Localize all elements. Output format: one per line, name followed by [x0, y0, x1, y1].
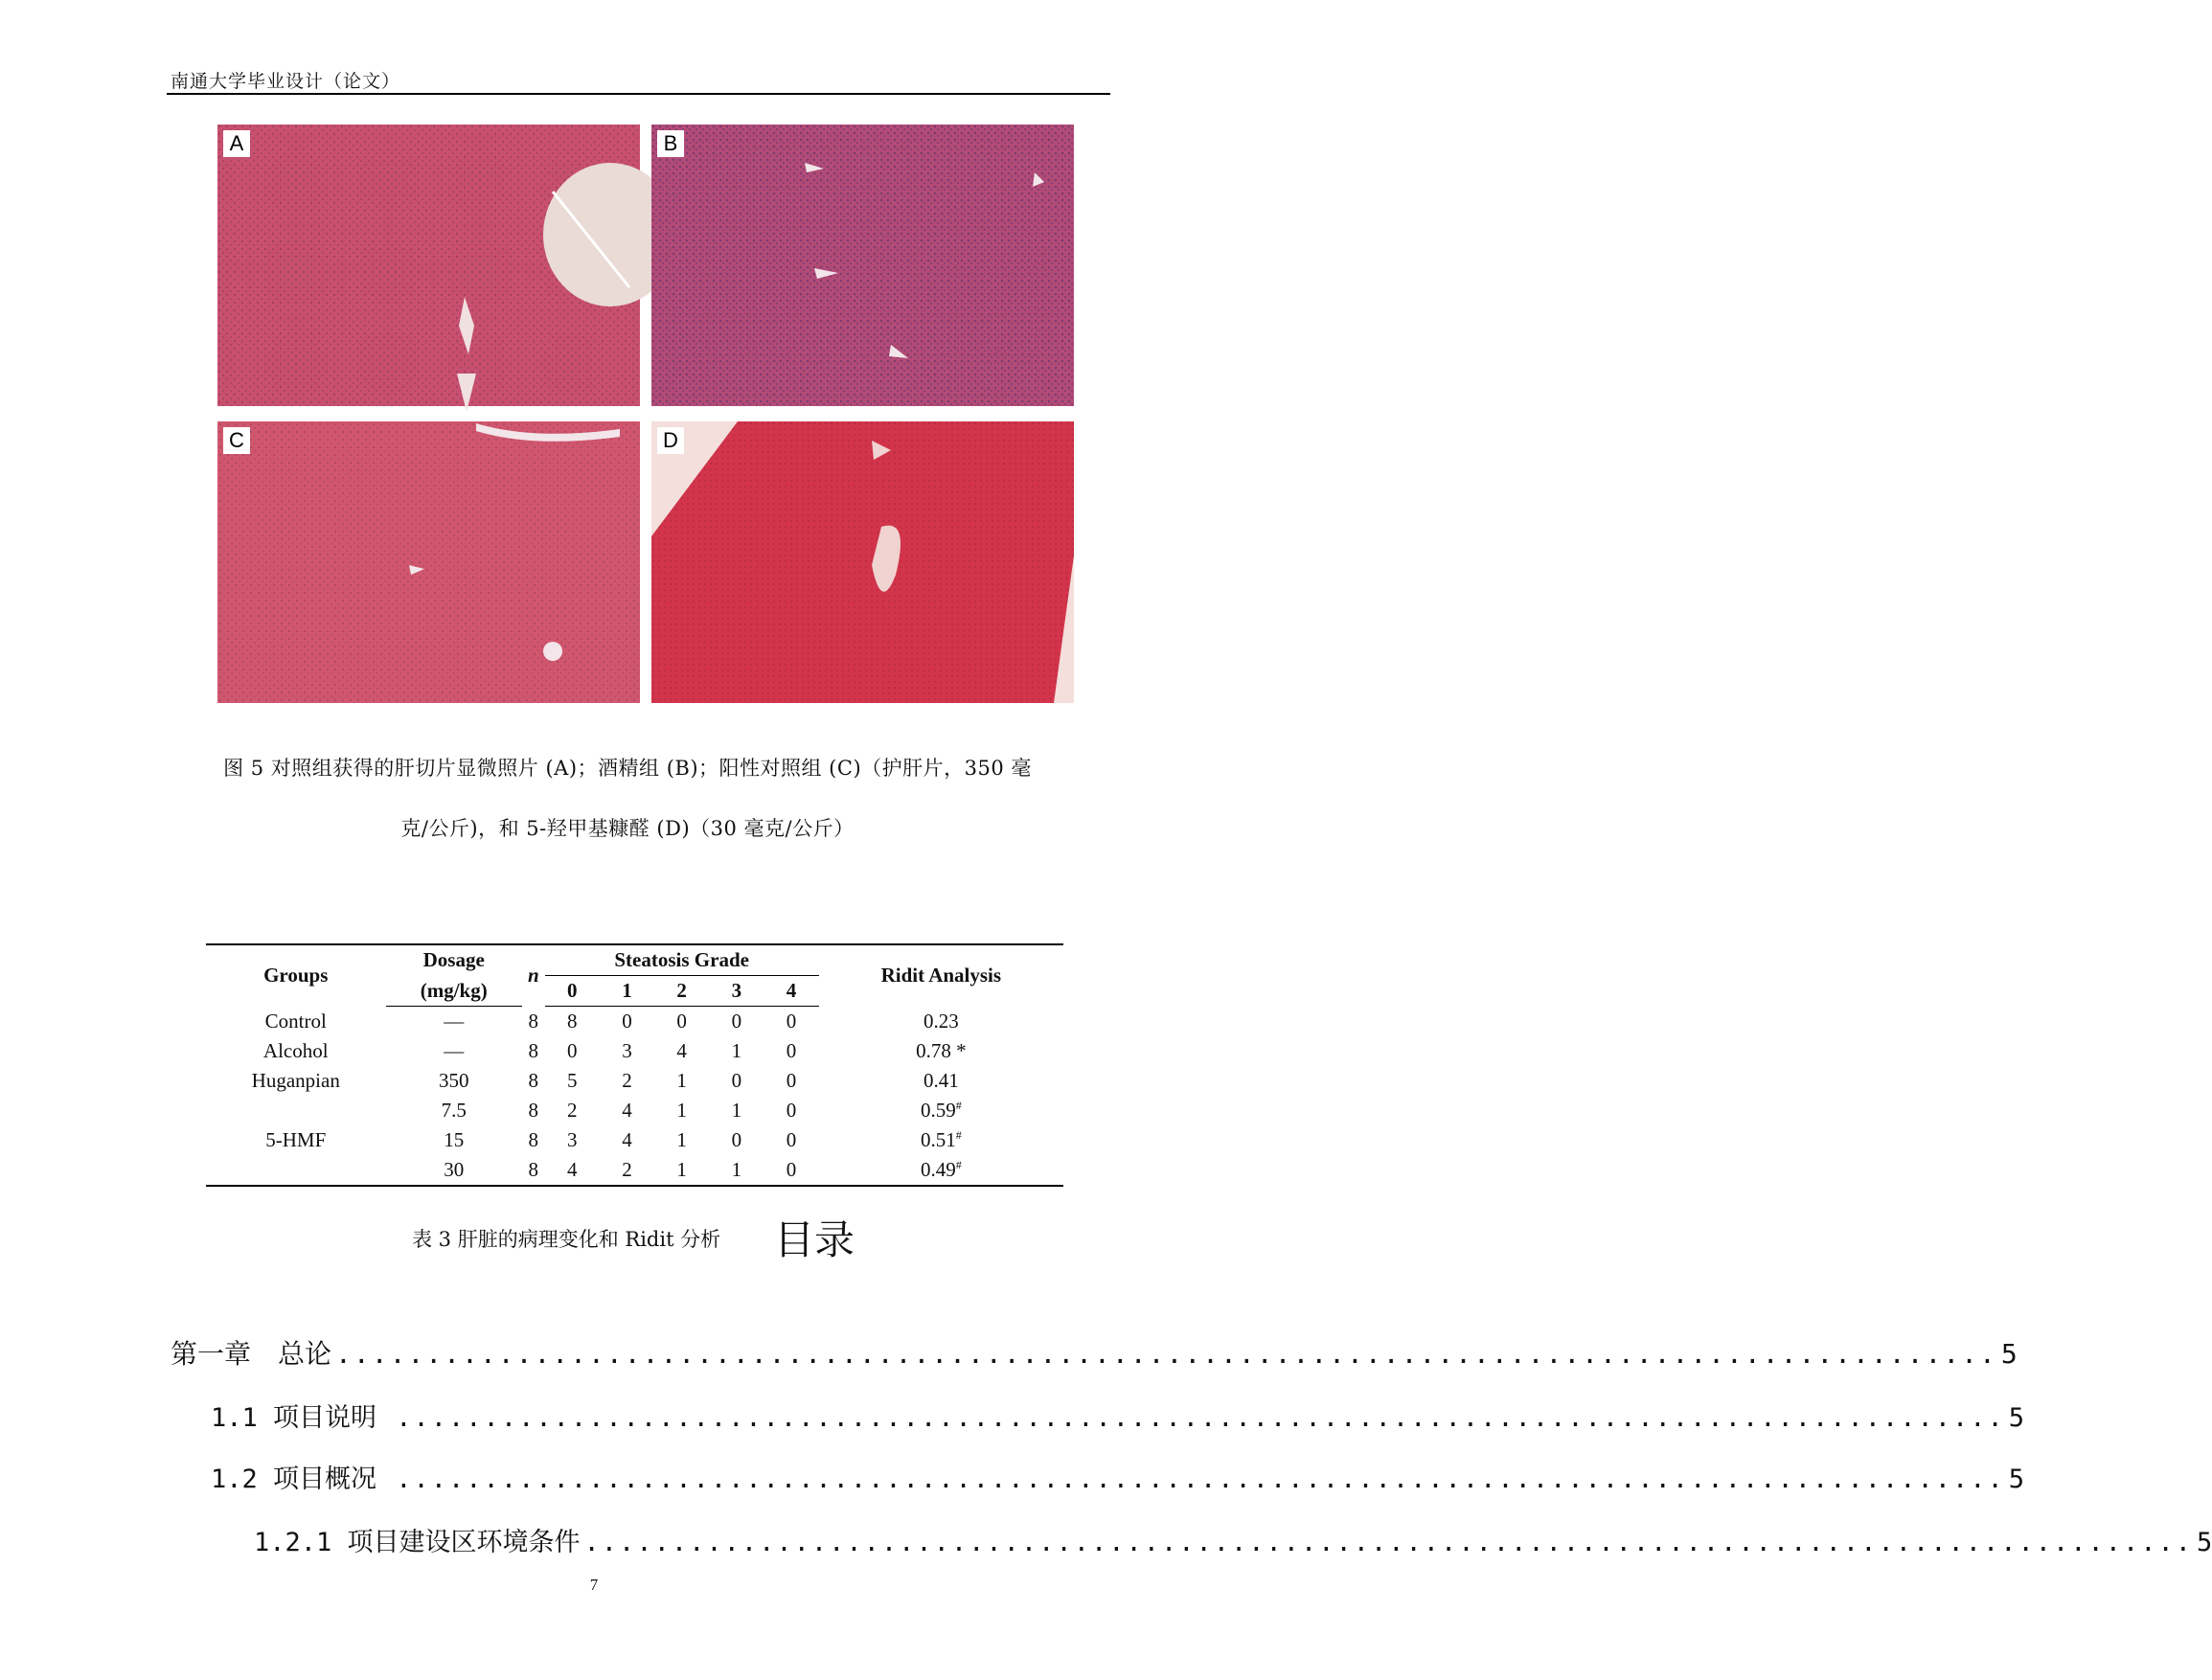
toc-leader-dots: ............................................................................................ — [335, 1338, 1997, 1370]
groups-header: Groups — [263, 964, 329, 988]
toc-entry-1-1[interactable] — [211, 1396, 2025, 1434]
panel-label: C — [223, 427, 250, 454]
ridit-cell — [819, 1155, 1063, 1186]
group-cell: Huganpian — [251, 1069, 340, 1092]
grade-header: 2 — [654, 976, 709, 1007]
toc-entry-text: 1.2.1 项目建设区环境条件 — [254, 1528, 581, 1557]
grade-cell: 0 — [764, 1155, 818, 1186]
grade-cell: 0 — [731, 1010, 742, 1033]
dosage-cell: 15 — [444, 1128, 465, 1151]
grade-cell: 8 — [567, 1010, 578, 1033]
panel-label: A — [223, 130, 250, 157]
toc-leader-dots: ............................................................................................ — [396, 1403, 2005, 1433]
group-cell: Control — [264, 1009, 327, 1033]
toc-entry-chapter-1[interactable] — [171, 1333, 2018, 1372]
n-header: n — [527, 964, 539, 988]
grade-header: 1 — [600, 976, 654, 1007]
toc-page-number: 5 — [2197, 1528, 2212, 1557]
ridit-value: 0.59 — [920, 1099, 956, 1122]
dosage-cell: 30 — [386, 1155, 522, 1186]
grade-cell: 1 — [676, 1128, 687, 1151]
toc-leader-dots: ............................................................................................ — [583, 1528, 2194, 1557]
panel-label: B — [657, 130, 684, 157]
dosage-cell: 7.5 — [441, 1099, 467, 1122]
n-cell: 8 — [522, 1155, 545, 1186]
ridit-cell — [819, 1096, 1063, 1125]
table-row — [206, 1125, 1063, 1155]
n-cell: 8 — [528, 1069, 539, 1092]
ridit-header: Ridit Analysis — [880, 964, 1002, 988]
toc-entry-1-2[interactable] — [211, 1458, 2025, 1495]
dosage-cell: — — [444, 1010, 465, 1033]
n-cell: 8 — [528, 1128, 539, 1151]
grade-cell: 4 — [545, 1155, 600, 1186]
toc-entry-text: 1.2 项目概况 — [211, 1464, 393, 1494]
group-cell: Alcohol — [262, 1039, 329, 1062]
ridit-value: 0.78 — [916, 1039, 951, 1062]
grade-header: 4 — [764, 976, 818, 1007]
toc-leader-dots: ............................................................................................ — [396, 1464, 2005, 1494]
significance-mark: # — [955, 1128, 962, 1142]
toc-page-number: 5 — [2000, 1338, 2018, 1370]
grade-cell: 0 — [622, 1010, 632, 1033]
n-cell: 8 — [528, 1039, 539, 1062]
grade-cell: 1 — [676, 1069, 687, 1092]
toc-entry-text: 第一章 总论 — [171, 1338, 332, 1370]
significance-mark: # — [955, 1158, 962, 1171]
panel-label: D — [657, 427, 684, 454]
figure-caption-line2: 克/公斤)，和 5-羟甲基糠醛 (D)（30 毫克/公斤） — [400, 817, 855, 840]
grade-cell: 3 — [567, 1128, 578, 1151]
dosage-unit-header: (mg/kg) — [386, 976, 522, 1007]
grade-cell: 4 — [676, 1039, 687, 1062]
grade-cell: 1 — [709, 1155, 764, 1186]
grade-cell: 5 — [567, 1069, 578, 1092]
group-cell — [206, 1155, 386, 1186]
grade-header: 3 — [709, 976, 764, 1007]
group-cell — [206, 1096, 386, 1125]
grade-cell: 0 — [786, 1039, 797, 1062]
micrograph-a — [217, 125, 640, 406]
ridit-value: 0.23 — [923, 1009, 959, 1033]
micrograph-d — [651, 421, 1074, 703]
table-row — [206, 1155, 1063, 1186]
grade-cell: 4 — [622, 1128, 632, 1151]
grade-cell: 0 — [567, 1039, 578, 1062]
table-row — [206, 1096, 1063, 1125]
running-header: 南通大学毕业设计（论文） — [171, 71, 401, 92]
page-number: 7 — [589, 1576, 599, 1594]
steatosis-table — [206, 943, 1063, 1187]
significance-mark: * — [956, 1039, 967, 1062]
grade-cell: 0 — [731, 1128, 742, 1151]
grade-cell: 2 — [622, 1069, 632, 1092]
figure-caption-line1: 图 5 对照组获得的肝切片显微照片 (A)；酒精组 (B)；阳性对照组 (C)（护肝片，350 毫 — [223, 757, 1032, 780]
grade-cell: 3 — [622, 1039, 632, 1062]
header-rule — [167, 93, 1110, 95]
ridit-cell — [819, 1036, 1063, 1066]
ridit-cell — [819, 1066, 1063, 1096]
micrograph-c — [217, 421, 640, 703]
dosage-header: Dosage — [422, 948, 485, 972]
grade-cell: 1 — [676, 1099, 687, 1122]
grade-cell: 2 — [600, 1155, 654, 1186]
n-cell: 8 — [528, 1099, 539, 1122]
micrograph-b — [651, 125, 1074, 406]
significance-mark: # — [955, 1099, 962, 1112]
grade-cell: 0 — [731, 1069, 742, 1092]
table-row — [206, 1036, 1063, 1066]
grade-cell: 1 — [654, 1155, 709, 1186]
grade-cell: 0 — [676, 1010, 687, 1033]
grade-cell: 4 — [622, 1099, 632, 1122]
toc-title: 目录 — [774, 1216, 855, 1263]
n-cell: 8 — [528, 1009, 539, 1033]
dosage-cell: 350 — [438, 1069, 469, 1092]
toc-page-number: 5 — [2008, 1464, 2025, 1494]
dosage-cell: — — [444, 1039, 465, 1062]
grade-cell: 2 — [567, 1099, 578, 1122]
grade-header: 0 — [545, 976, 600, 1007]
grade-cell: 0 — [786, 1069, 797, 1092]
grade-cell: 1 — [731, 1039, 742, 1062]
ridit-value: 0.49 — [920, 1158, 956, 1181]
table-caption: 表 3 肝脏的病理变化和 Ridit 分析 — [412, 1228, 721, 1251]
grade-cell: 0 — [786, 1099, 797, 1122]
group-cell: 5-HMF — [265, 1128, 327, 1151]
grade-cell: 0 — [786, 1010, 797, 1033]
ridit-cell — [819, 1007, 1063, 1037]
steatosis-header: Steatosis Grade — [545, 944, 819, 976]
table-row — [206, 1007, 1063, 1037]
grade-cell: 1 — [731, 1099, 742, 1122]
table-row — [206, 1066, 1063, 1096]
ridit-cell — [819, 1125, 1063, 1155]
toc-page-number: 5 — [2008, 1403, 2025, 1433]
ridit-value: 0.51 — [920, 1128, 956, 1151]
ridit-value: 0.41 — [923, 1069, 959, 1092]
grade-cell: 0 — [786, 1128, 797, 1151]
toc-entry-1-2-1[interactable] — [254, 1521, 2212, 1558]
toc-entry-text: 1.1 项目说明 — [211, 1403, 393, 1433]
